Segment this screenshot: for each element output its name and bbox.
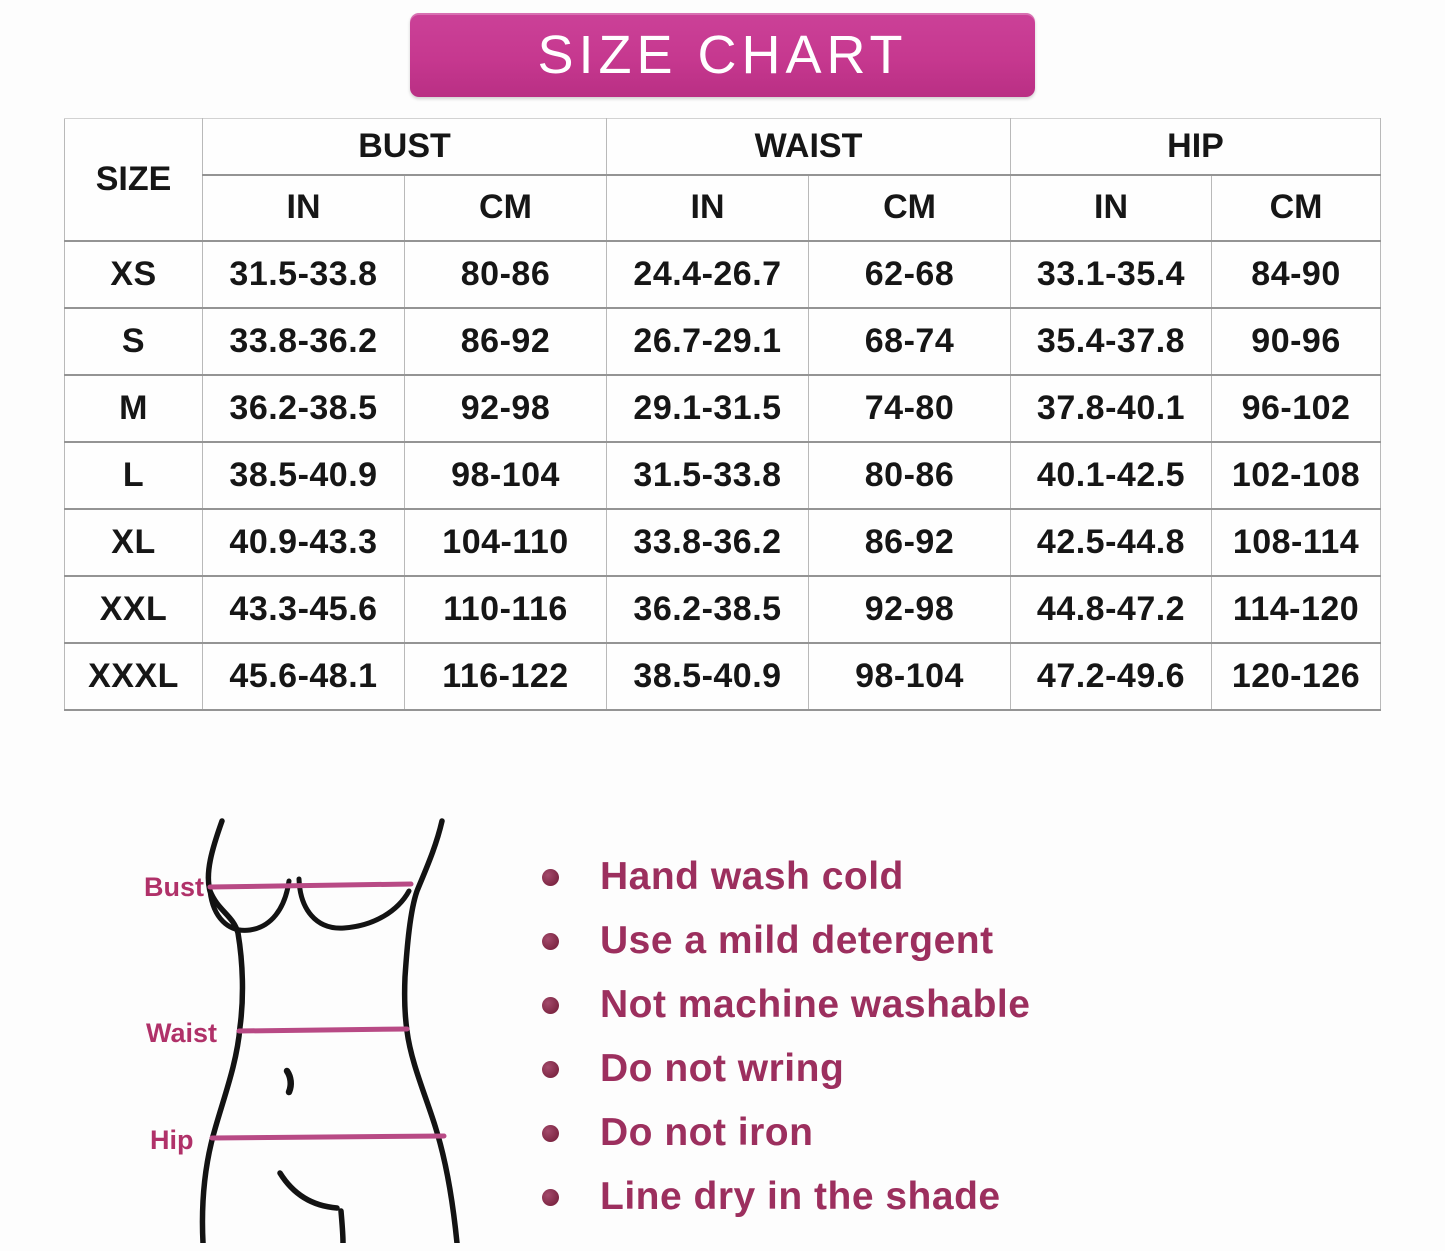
navel-mark <box>287 1071 291 1092</box>
hip-cm-header: CM <box>1212 175 1381 241</box>
waist-cm-cell: 92-98 <box>809 576 1011 643</box>
waist-cm-cell: 98-104 <box>809 643 1011 710</box>
hip-cm-cell: 96-102 <box>1212 375 1381 442</box>
hip-in-cell: 35.4-37.8 <box>1011 308 1212 375</box>
waist-in-cell: 33.8-36.2 <box>607 509 809 576</box>
bust-in-cell: 36.2-38.5 <box>203 375 405 442</box>
care-item-label: Do not iron <box>600 1111 814 1154</box>
hip-cm-cell: 90-96 <box>1212 308 1381 375</box>
bust-in-cell: 43.3-45.6 <box>203 576 405 643</box>
hip-cm-cell: 108-114 <box>1212 509 1381 576</box>
hip-in-cell: 33.1-35.4 <box>1011 241 1212 308</box>
size-cell: XL <box>65 509 203 576</box>
bust-cm-cell: 116-122 <box>405 643 607 710</box>
bullet-dot-icon <box>542 997 559 1014</box>
bust-in-cell: 38.5-40.9 <box>203 442 405 509</box>
waist-cm-cell: 62-68 <box>809 241 1011 308</box>
care-item-label: Do not wring <box>600 1047 845 1090</box>
hip-label: Hip <box>150 1124 194 1155</box>
care-item <box>542 1113 1030 1154</box>
waist-cm-header: CM <box>809 175 1011 241</box>
care-item <box>542 921 1030 962</box>
hip-cm-cell: 102-108 <box>1212 442 1381 509</box>
bust-in-cell: 31.5-33.8 <box>203 241 405 308</box>
bust-group-header: BUST <box>203 119 607 175</box>
page-title: SIZE CHART <box>537 25 908 85</box>
hip-in-cell: 37.8-40.1 <box>1011 375 1212 442</box>
size-cell: L <box>65 442 203 509</box>
table-unit-header-row <box>65 175 1381 241</box>
measurement-figure <box>100 811 520 1243</box>
size-cell: XXXL <box>65 643 203 710</box>
hip-cm-cell: 120-126 <box>1212 643 1381 710</box>
care-instructions-list <box>542 805 1030 1243</box>
crotch-curve <box>280 1173 337 1208</box>
table-row-xl <box>65 509 1381 576</box>
size-chart-page <box>0 13 1445 1251</box>
bottom-section <box>0 805 1445 1243</box>
bullet-dot-icon <box>542 869 559 886</box>
table-row-xs <box>65 241 1381 308</box>
table-row-xxl <box>65 576 1381 643</box>
bust-cm-cell: 98-104 <box>405 442 607 509</box>
waist-in-cell: 24.4-26.7 <box>607 241 809 308</box>
bust-cm-cell: 110-116 <box>405 576 607 643</box>
bust-in-cell: 40.9-43.3 <box>203 509 405 576</box>
hip-in-header: IN <box>1011 175 1212 241</box>
waist-group-header: WAIST <box>607 119 1011 175</box>
care-item <box>542 1049 1030 1090</box>
waist-in-header: IN <box>607 175 809 241</box>
waist-in-cell: 38.5-40.9 <box>607 643 809 710</box>
bust-cm-cell: 80-86 <box>405 241 607 308</box>
hip-cm-cell: 84-90 <box>1212 241 1381 308</box>
size-chart-banner <box>410 13 1035 97</box>
bullet-dot-icon <box>542 1125 559 1142</box>
waist-cm-cell: 68-74 <box>809 308 1011 375</box>
waist-in-cell: 31.5-33.8 <box>607 442 809 509</box>
bust-cm-cell: 92-98 <box>405 375 607 442</box>
hip-in-cell: 40.1-42.5 <box>1011 442 1212 509</box>
care-item <box>542 985 1030 1026</box>
waist-cm-cell: 86-92 <box>809 509 1011 576</box>
care-item <box>542 857 1030 898</box>
hip-in-cell: 47.2-49.6 <box>1011 643 1212 710</box>
care-item-label: Line dry in the shade <box>600 1175 1001 1218</box>
bust-cm-cell: 104-110 <box>405 509 607 576</box>
waist-cm-cell: 74-80 <box>809 375 1011 442</box>
table-row-l <box>65 442 1381 509</box>
bust-label: Bust <box>144 871 204 902</box>
bullet-dot-icon <box>542 933 559 950</box>
hip-group-header: HIP <box>1011 119 1381 175</box>
table-row-xxxl <box>65 643 1381 710</box>
waist-label: Waist <box>146 1017 218 1048</box>
waist-cm-cell: 80-86 <box>809 442 1011 509</box>
table-row-m <box>65 375 1381 442</box>
waist-in-cell: 26.7-29.1 <box>607 308 809 375</box>
care-item-label: Use a mild detergent <box>600 919 994 962</box>
hip-in-cell: 42.5-44.8 <box>1011 509 1212 576</box>
care-item <box>542 1177 1030 1218</box>
body-figure-svg <box>100 811 520 1243</box>
size-cell: M <box>65 375 203 442</box>
hip-cm-cell: 114-120 <box>1212 576 1381 643</box>
bust-cm-cell: 86-92 <box>405 308 607 375</box>
bust-in-cell: 45.6-48.1 <box>203 643 405 710</box>
size-column-header: SIZE <box>65 119 203 241</box>
waist-in-cell: 36.2-38.5 <box>607 576 809 643</box>
care-item-label: Not machine washable <box>600 983 1031 1026</box>
bust-cm-header: CM <box>405 175 607 241</box>
size-cell: XXL <box>65 576 203 643</box>
table-row-s <box>65 308 1381 375</box>
size-cell: XS <box>65 241 203 308</box>
bust-in-cell: 33.8-36.2 <box>203 308 405 375</box>
size-table <box>64 118 1381 711</box>
bullet-dot-icon <box>542 1189 559 1206</box>
hip-in-cell: 44.8-47.2 <box>1011 576 1212 643</box>
waist-line <box>239 1029 407 1031</box>
care-item-label: Hand wash cold <box>600 855 904 898</box>
bust-line <box>210 884 411 887</box>
hip-line <box>212 1136 444 1138</box>
table-group-header-row <box>65 119 1381 175</box>
waist-in-cell: 29.1-31.5 <box>607 375 809 442</box>
bust-in-header: IN <box>203 175 405 241</box>
bullet-dot-icon <box>542 1061 559 1078</box>
size-cell: S <box>65 308 203 375</box>
